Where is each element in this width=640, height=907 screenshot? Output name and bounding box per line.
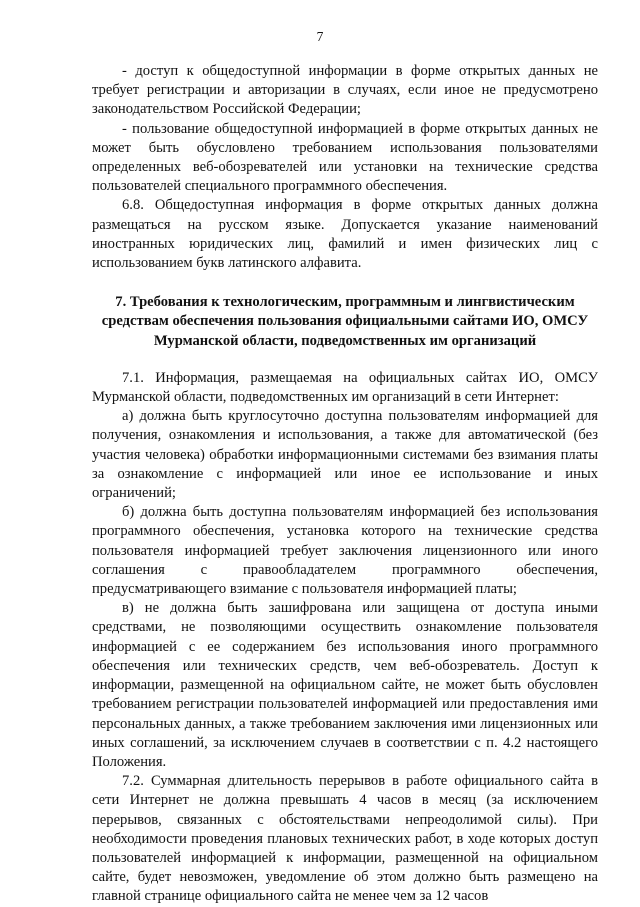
section-7-heading: 7. Требования к технологическим, программным и лингвистическим средствам обеспечения пользования официальными сайтами ИО, ОМСУ Мурманской области, подведомственных им организаций: [101, 294, 589, 349]
paragraph-open-data-access: - доступ к общедоступной информации в форме открытых данных не требует регистрации и авторизации в случаях, если иное не предусмотрено законодательством Российской Федерации;: [92, 63, 598, 118]
paragraph-open-data-usage: - пользование общедоступной информацией в форме открытых данных не может быть обусловлено требованием использования пользователями определенных веб-обозревателей или установки на технические средства пользователей специального программного обеспечения.: [92, 120, 598, 195]
paragraph-7-2: 7.2. Суммарная длительность перерывов в работе официального сайта в сети Интернет не должна превышать 4 часов в месяц (за исключением перерывов, связанных с обстоятельствами непреодолимой силы). При необходимости проведения плановых технических работ, в ходе которых доступ пользователей информацией к информации, размещенной на официальном сайте, будет невозможен, уведомление об этом должно быть размещено на главной странице официального сайта не менее чем за 12 часов: [92, 773, 598, 905]
paragraph-7-1: 7.1. Информация, размещаемая на официальных сайтах ИО, ОМСУ Мурманской области, подведомственных им организаций в сети Интернет:: [92, 369, 598, 406]
spacer: [92, 351, 598, 369]
paragraph-7-1-c: в) не должна быть зашифрована или защищена от доступа иными средствами, не позволяющими осуществить ознакомление пользователя информацией с ее содержанием без использования иного программного обеспечения или технических средств, чем веб-обозреватель. Доступ к информации, размещенной на официальном сайте, не может быть обусловлен требованием регистрации пользователей информацией или предоставления ими персональных данных, а также требованием заключения ими лицензионных или иных соглашений, за исключением случаев в соответствии с п. 4.2 настоящего Положения.: [92, 600, 598, 770]
paragraph-7-1-b: б) должна быть доступна пользователям информацией без использования программного обеспечения, установка которого на технические средства пользователя информацией требует заключения лицензионного или иного соглашения с правообладателем программного обеспечения, предусматривающего взимание с пользователя информацией платы;: [92, 504, 598, 598]
paragraph-6-8: 6.8. Общедоступная информация в форме открытых данных должна размещаться на русском языке. Допускается указание наименований иностранных юридических лиц, фамилий и имен физических лиц с использованием букв латинского алфавита.: [92, 197, 598, 272]
document-body: [92, 62, 598, 907]
paragraph-7-1-a: а) должна быть круглосуточно доступна пользователям информацией для получения, ознакомления и использования, а также для автоматической (без участия человека) обработки информационными системами без взимания платы за ознакомление с информацией или иное ее использование и иных ограничений;: [92, 408, 598, 502]
page-number: 7: [316, 29, 324, 44]
spacer: [92, 273, 598, 293]
